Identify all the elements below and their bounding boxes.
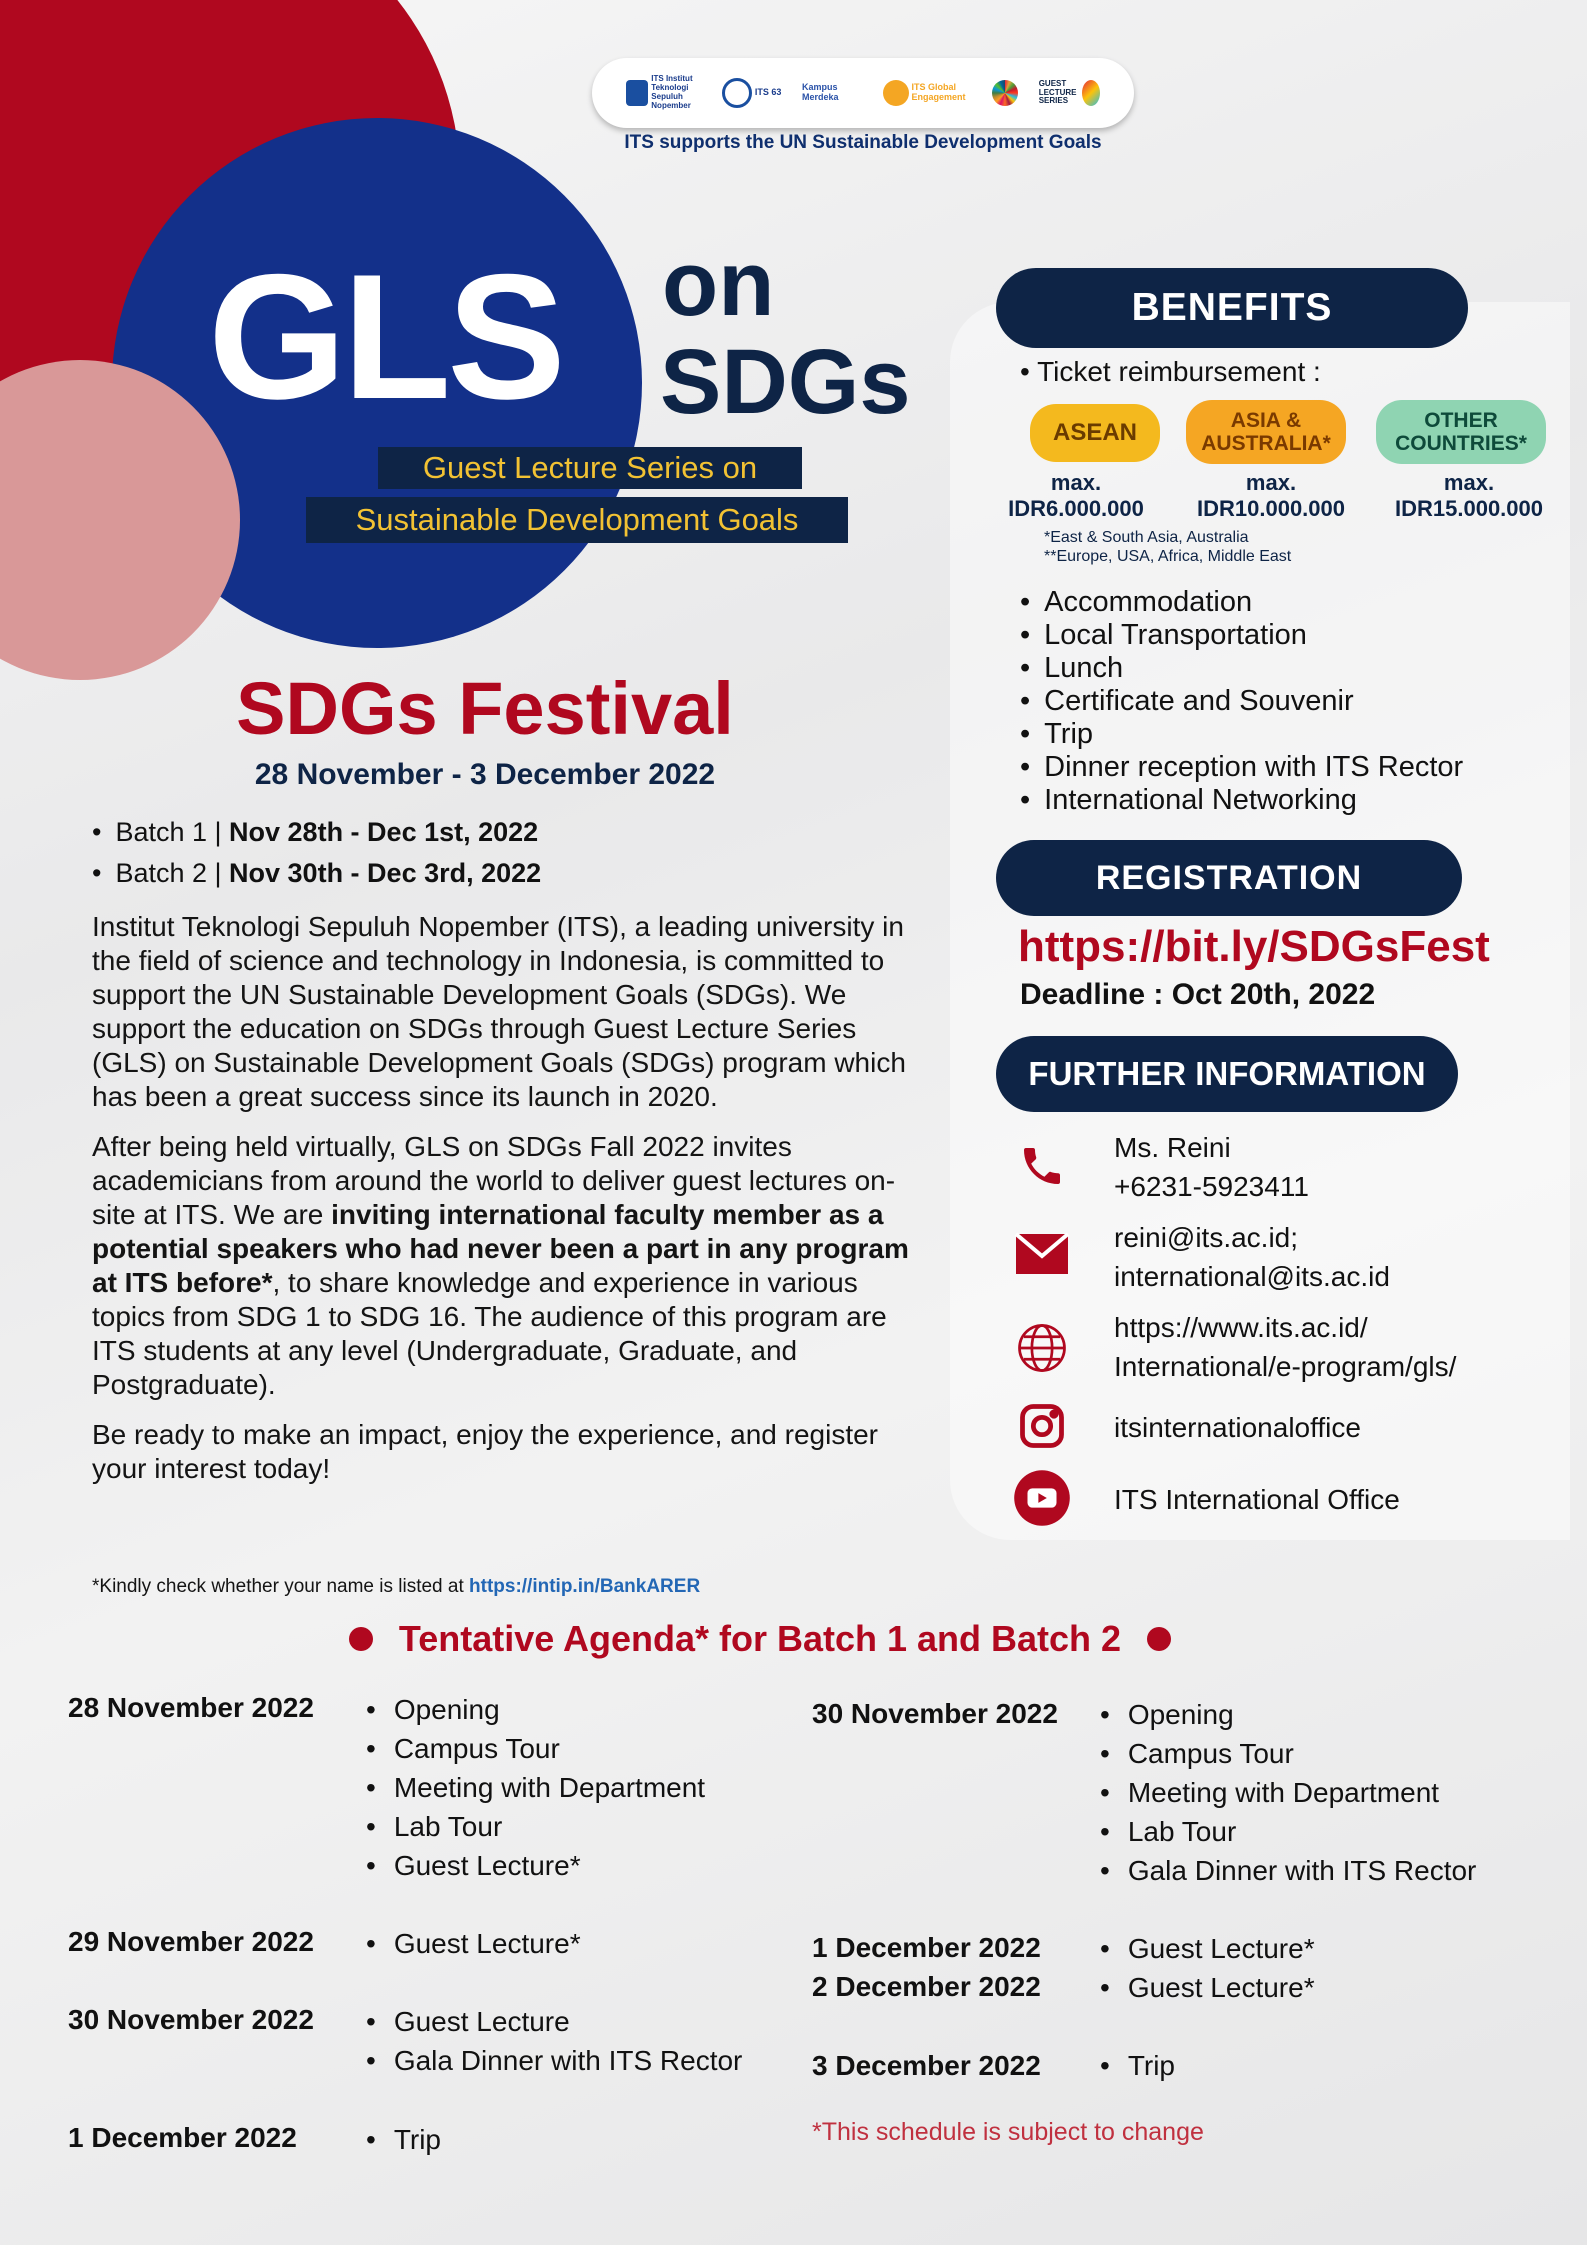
agenda-date: 30 November 2022	[68, 2004, 314, 2035]
bullet-dot-left	[349, 1627, 373, 1651]
bullet-dot-right	[1147, 1627, 1171, 1651]
further-info-heading: FURTHER INFORMATION	[996, 1036, 1458, 1112]
contact-phone: Ms. Reini +6231-5923411	[1114, 1128, 1309, 1206]
subtitle-line-2: Sustainable Development Goals	[306, 497, 848, 543]
benefit-item: • Dinner reception with ITS Rector	[1020, 751, 1463, 784]
price-other: max. IDR15.000.000	[1395, 470, 1543, 521]
badge-other-countries: OTHER COUNTRIES*	[1376, 400, 1546, 464]
agenda-item: • Meeting with Department	[366, 1768, 705, 1807]
subtitle-line-1: Guest Lecture Series on	[378, 447, 802, 489]
contact-instagram[interactable]: itsinternationaloffice	[1114, 1412, 1361, 1443]
agenda-items	[366, 1924, 581, 1963]
registration-link[interactable]: https://bit.ly/SDGsFest	[1018, 922, 1490, 971]
benefit-item: • Accommodation	[1020, 586, 1463, 619]
description-paragraph-3: Be ready to make an impact, enjoy the experience, and register your interest today!	[92, 1419, 878, 1484]
on-word: on	[662, 233, 775, 335]
agenda-date: 1 December 2022	[812, 1932, 1041, 1963]
agenda-item: • Guest Lecture*	[366, 1924, 581, 1963]
badge-asean: ASEAN	[1030, 404, 1160, 462]
batch-2: • Batch 2 | Nov 30th - Dec 3rd, 2022	[92, 853, 541, 894]
schedule-change-note: *This schedule is subject to change	[812, 2118, 1204, 2146]
bank-arer-link[interactable]: https://intip.in/BankARER	[469, 1576, 701, 1597]
tagline: ITS supports the UN Sustainable Development Goals	[624, 132, 1102, 153]
agenda-item: • Trip	[1100, 2046, 1175, 2085]
benefit-item: • Lunch	[1020, 652, 1463, 685]
agenda-items	[366, 2002, 742, 2080]
agenda-items	[366, 2120, 441, 2159]
its-63-logo: ITS 63	[722, 78, 782, 108]
agenda-item: • Lab Tour	[1100, 1812, 1476, 1851]
benefit-item: • Local Transportation	[1020, 619, 1463, 652]
youtube-icon	[1012, 1468, 1072, 1528]
contact-website[interactable]: https://www.its.ac.id/ International/e-program/gls/	[1114, 1312, 1457, 1382]
its-logo: ITS Institut Teknologi Sepuluh Nopember	[626, 75, 701, 110]
gls-title: GLS	[208, 237, 562, 436]
agenda-item: • Opening	[1100, 1695, 1476, 1734]
festival-dates: 28 November - 3 December 2022	[254, 758, 716, 791]
contact-email[interactable]: reini@its.ac.id; international@its.ac.id	[1114, 1222, 1390, 1292]
price-asia: max. IDR10.000.000	[1197, 470, 1345, 521]
agenda-item: • Guest Lecture*	[1100, 1929, 1315, 1968]
benefits-heading: BENEFITS	[996, 268, 1468, 348]
batch-1: • Batch 1 | Nov 28th - Dec 1st, 2022	[92, 812, 541, 853]
agenda-items	[366, 1690, 705, 1885]
agenda-items	[1100, 2046, 1175, 2085]
its-global-engagement-logo: ITS Global Engagement	[883, 80, 972, 106]
benefit-item: • Trip	[1020, 718, 1463, 751]
agenda-item: • Trip	[366, 2120, 441, 2159]
guest-lecture-series-logo: GUEST LECTURE SERIES	[1039, 80, 1100, 106]
globe-icon	[1012, 1318, 1072, 1378]
ticket-reimbursement: • Ticket reimbursement :	[1020, 356, 1321, 387]
agenda-title: Tentative Agenda* for Batch 1 and Batch 2	[300, 1618, 1220, 1660]
batch-list	[92, 812, 541, 894]
description-paragraph-2: After being held virtually, GLS on SDGs Fall 2022 invites academicians from around the world to deliver guest lectures on-site at ITS. We are inviting international faculty member as a potential speakers who had never been a part in any program at ITS before*, to share knowledge and experience in various topics from SDG 1 to SDG 16. The audience of this program are ITS students at any level (Undergraduate, Graduate, and Postgraduate).	[92, 1131, 909, 1400]
price-asean: max. IDR6.000.000	[1008, 470, 1144, 521]
agenda-item: • Gala Dinner with ITS Rector	[366, 2041, 742, 2080]
agenda-item: • Campus Tour	[366, 1729, 705, 1768]
badge-asia-australia: ASIA & AUSTRALIA*	[1186, 400, 1346, 464]
agenda-item: • Guest Lecture*	[366, 1846, 705, 1885]
description	[92, 910, 912, 1502]
mail-icon	[1012, 1224, 1072, 1284]
agenda-date: 3 December 2022	[812, 2050, 1041, 2081]
agenda-item: • Opening	[366, 1690, 705, 1729]
agenda-item: • Meeting with Department	[1100, 1773, 1476, 1812]
agenda-item: • Gala Dinner with ITS Rector	[1100, 1851, 1476, 1890]
region-footnote: *East & South Asia, Australia **Europe, USA, Africa, Middle East	[1044, 529, 1292, 565]
festival-title: SDGs Festival	[236, 667, 734, 750]
agenda-date: 29 November 2022	[68, 1926, 314, 1957]
registration-deadline: Deadline : Oct 20th, 2022	[1020, 978, 1376, 1011]
sdgs-word: SDGs	[660, 331, 911, 433]
sdgs-logo	[992, 80, 1018, 106]
agenda-items	[1100, 1968, 1315, 2007]
phone-icon	[1012, 1136, 1072, 1196]
benefit-item: • International Networking	[1020, 784, 1463, 817]
benefit-list	[1020, 586, 1463, 817]
contact-youtube[interactable]: ITS International Office	[1114, 1484, 1400, 1515]
agenda-item: • Campus Tour	[1100, 1734, 1476, 1773]
agenda-item: • Guest Lecture*	[1100, 1968, 1315, 2007]
registration-heading: REGISTRATION	[996, 840, 1462, 916]
agenda-date: 1 December 2022	[68, 2122, 297, 2153]
agenda-date: 28 November 2022	[68, 1692, 314, 1723]
instagram-icon	[1012, 1396, 1072, 1456]
kampus-merdeka-logo: Kampus Merdeka	[801, 82, 839, 102]
benefit-item: • Certificate and Souvenir	[1020, 685, 1463, 718]
agenda-item: • Guest Lecture	[366, 2002, 742, 2041]
description-paragraph-1: Institut Teknologi Sepuluh Nopember (ITS), a leading university in the field of science and technology in Indonesia, is committed to support the UN Sustainable Development Goals (SDGs). We support the education on SDGs through Guest Lecture Series (GLS) on Sustainable Development Goals (SDGs) program which has been a great success since its launch in 2020.	[92, 911, 906, 1112]
agenda-date: 2 December 2022	[812, 1971, 1041, 2002]
phone-number[interactable]: +6231-5923411	[1114, 1171, 1309, 1202]
agenda-item: • Lab Tour	[366, 1807, 705, 1846]
agenda-items	[1100, 1929, 1315, 1968]
agenda-date: 30 November 2022	[812, 1698, 1058, 1729]
partner-logo-bar	[592, 58, 1134, 128]
bank-arer-note: *Kindly check whether your name is listed at https://intip.in/BankARER	[92, 1576, 701, 1597]
agenda-items	[1100, 1695, 1476, 1890]
